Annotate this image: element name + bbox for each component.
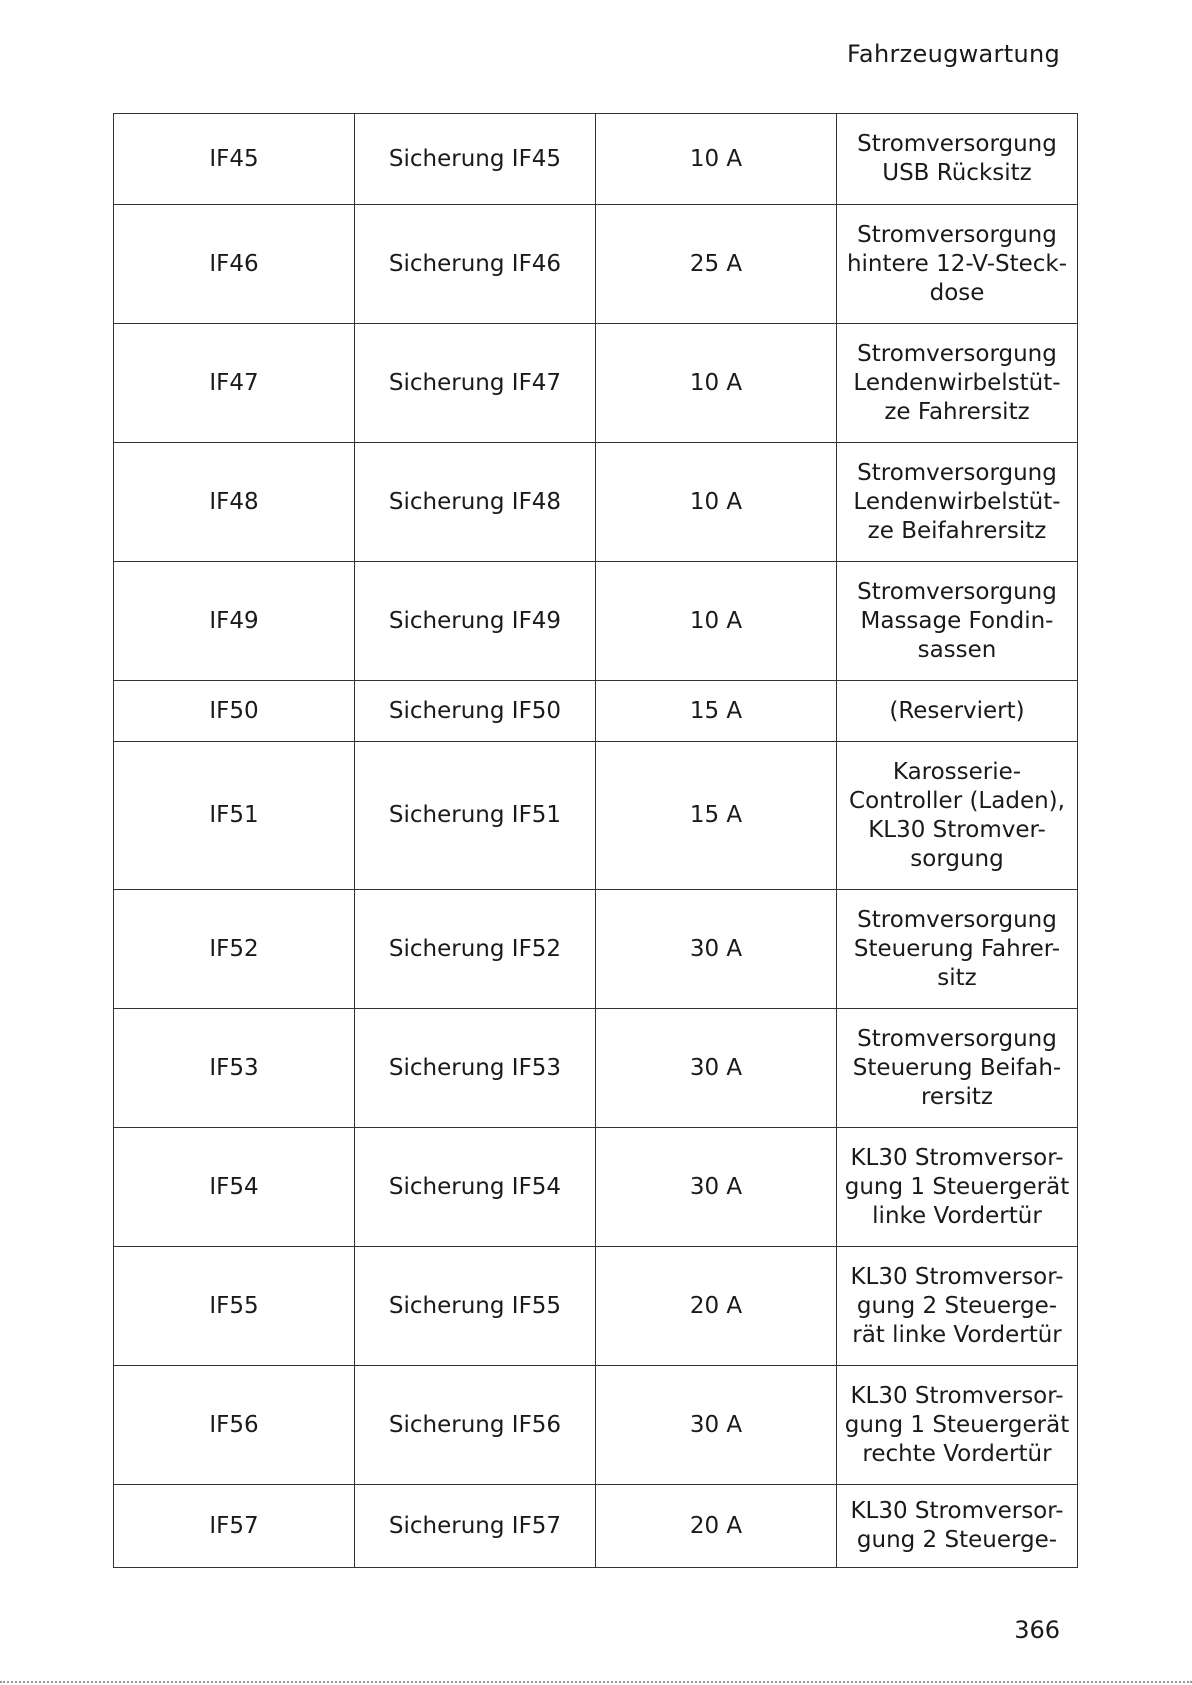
function-line: gung 1 Steuergerät (844, 1173, 1070, 1200)
table-row (114, 114, 1078, 205)
fuse-id-cell: IF46 (114, 205, 355, 324)
function-line: Karosserie- (892, 758, 1022, 785)
function-line: Lendenwirbelstüt- (853, 369, 1061, 396)
fuse-id-cell: IF48 (114, 443, 355, 562)
fuse-rating-cell: 30 A (596, 890, 837, 1009)
function-line: gung 1 Steuergerät (844, 1411, 1070, 1438)
table-row (114, 1009, 1078, 1128)
function-line: ze Fahrersitz (884, 398, 1030, 425)
fuse-function-cell (837, 443, 1078, 562)
fuse-name-cell: Sicherung IF51 (355, 742, 596, 890)
fuse-name-cell: Sicherung IF50 (355, 681, 596, 742)
fuse-function-cell (837, 1128, 1078, 1247)
fuse-name-cell: Sicherung IF55 (355, 1247, 596, 1366)
fuse-id-cell: IF45 (114, 114, 355, 205)
fuse-function-cell (837, 1247, 1078, 1366)
function-line: USB Rücksitz (882, 160, 1032, 186)
fuse-id-cell: IF53 (114, 1009, 355, 1128)
fuse-function-cell (837, 324, 1078, 443)
fuse-function-cell (837, 681, 1078, 742)
table-row (114, 562, 1078, 681)
fuse-id-cell: IF55 (114, 1247, 355, 1366)
function-line: rersitz (920, 1083, 994, 1110)
function-line: Lendenwirbelstüt- (853, 488, 1061, 515)
fuse-id-cell: IF47 (114, 324, 355, 443)
fuse-id-cell: IF52 (114, 890, 355, 1009)
table-row (114, 443, 1078, 562)
function-line: Stromversorgung (857, 578, 1057, 605)
function-line: Stromversorgung (857, 906, 1057, 933)
table-row (114, 1247, 1078, 1366)
function-line: Controller (Laden), (849, 787, 1065, 814)
function-line: KL30 Stromversor- (850, 1263, 1064, 1290)
function-line: rät linke Vordertür (852, 1321, 1062, 1348)
fuse-id-cell: IF51 (114, 742, 355, 890)
fuse-rating-cell: 20 A (596, 1485, 837, 1568)
function-line: KL30 Stromversor- (850, 1382, 1064, 1409)
fuse-function-cell (837, 742, 1078, 890)
fuse-rating-cell: 30 A (596, 1009, 837, 1128)
function-line: sassen (917, 636, 997, 663)
table-row (114, 742, 1078, 890)
function-line: Stromversorgung (857, 131, 1057, 157)
function-line: hintere 12-V-Steck- (846, 250, 1068, 277)
table-row (114, 1366, 1078, 1485)
fuse-rating-cell: 25 A (596, 205, 837, 324)
function-line: Stromversorgung (857, 340, 1057, 367)
fuse-function-cell (837, 1009, 1078, 1128)
fuse-function-cell (837, 562, 1078, 681)
function-line: Steuerung Fahrer- (853, 935, 1061, 962)
table-row (114, 1485, 1078, 1568)
function-line: gung 2 Steuerge- (856, 1292, 1058, 1319)
table-row (114, 890, 1078, 1009)
fuse-rating-cell: 10 A (596, 324, 837, 443)
function-line: Stromversorgung (857, 459, 1057, 486)
fuse-name-cell: Sicherung IF45 (355, 114, 596, 205)
function-line: Stromversorgung (857, 1025, 1057, 1052)
fuse-name-cell: Sicherung IF56 (355, 1366, 596, 1485)
fuse-id-cell: IF49 (114, 562, 355, 681)
fuse-id-cell: IF56 (114, 1366, 355, 1485)
table-row (114, 1128, 1078, 1247)
running-header: Fahrzeugwartung (847, 40, 1060, 68)
fuse-function-cell (837, 890, 1078, 1009)
table-row (114, 205, 1078, 324)
fuse-name-cell: Sicherung IF53 (355, 1009, 596, 1128)
fuse-rating-cell: 10 A (596, 443, 837, 562)
page-bottom-rule (0, 1681, 1192, 1683)
fuse-rating-cell: 10 A (596, 562, 837, 681)
fuse-name-cell: Sicherung IF49 (355, 562, 596, 681)
fuse-name-cell: Sicherung IF57 (355, 1485, 596, 1568)
function-line: rechte Vordertür (862, 1440, 1052, 1467)
fuse-name-cell: Sicherung IF46 (355, 205, 596, 324)
function-line: ze Beifahrersitz (867, 517, 1047, 544)
fuse-table-body (114, 114, 1078, 1568)
function-line: dose (929, 279, 985, 306)
fuse-name-cell: Sicherung IF47 (355, 324, 596, 443)
function-line: Stromversorgung (857, 221, 1057, 248)
function-line: KL30 Stromver- (868, 816, 1046, 843)
fuse-id-cell: IF54 (114, 1128, 355, 1247)
function-line: KL30 Stromversor- (850, 1144, 1064, 1171)
fuse-id-cell: IF50 (114, 681, 355, 742)
fuse-function-cell (837, 1485, 1078, 1568)
fuse-id-cell: IF57 (114, 1485, 355, 1568)
fuse-name-cell: Sicherung IF48 (355, 443, 596, 562)
fuse-function-cell (837, 1366, 1078, 1485)
fuse-function-cell (837, 205, 1078, 324)
function-line: sitz (937, 964, 977, 991)
table-row (114, 324, 1078, 443)
fuse-name-cell: Sicherung IF54 (355, 1128, 596, 1247)
fuse-rating-cell: 30 A (596, 1128, 837, 1247)
fuse-rating-cell: 15 A (596, 681, 837, 742)
function-line: Massage Fondin- (860, 607, 1054, 634)
function-line: (Reserviert) (889, 697, 1025, 724)
fuse-rating-cell: 20 A (596, 1247, 837, 1366)
function-line: KL30 Stromversor- (850, 1498, 1064, 1524)
table-row (114, 681, 1078, 742)
fuse-function-cell (837, 114, 1078, 205)
function-line: gung 2 Steuerge- (856, 1527, 1058, 1553)
fuse-rating-cell: 10 A (596, 114, 837, 205)
fuse-table (113, 113, 1078, 1568)
function-line: Steuerung Beifah- (852, 1054, 1062, 1081)
fuse-rating-cell: 15 A (596, 742, 837, 890)
page-number: 366 (1014, 1616, 1060, 1644)
fuse-rating-cell: 30 A (596, 1366, 837, 1485)
fuse-name-cell: Sicherung IF52 (355, 890, 596, 1009)
function-line: sorgung (910, 845, 1004, 872)
function-line: linke Vordertür (872, 1202, 1042, 1229)
